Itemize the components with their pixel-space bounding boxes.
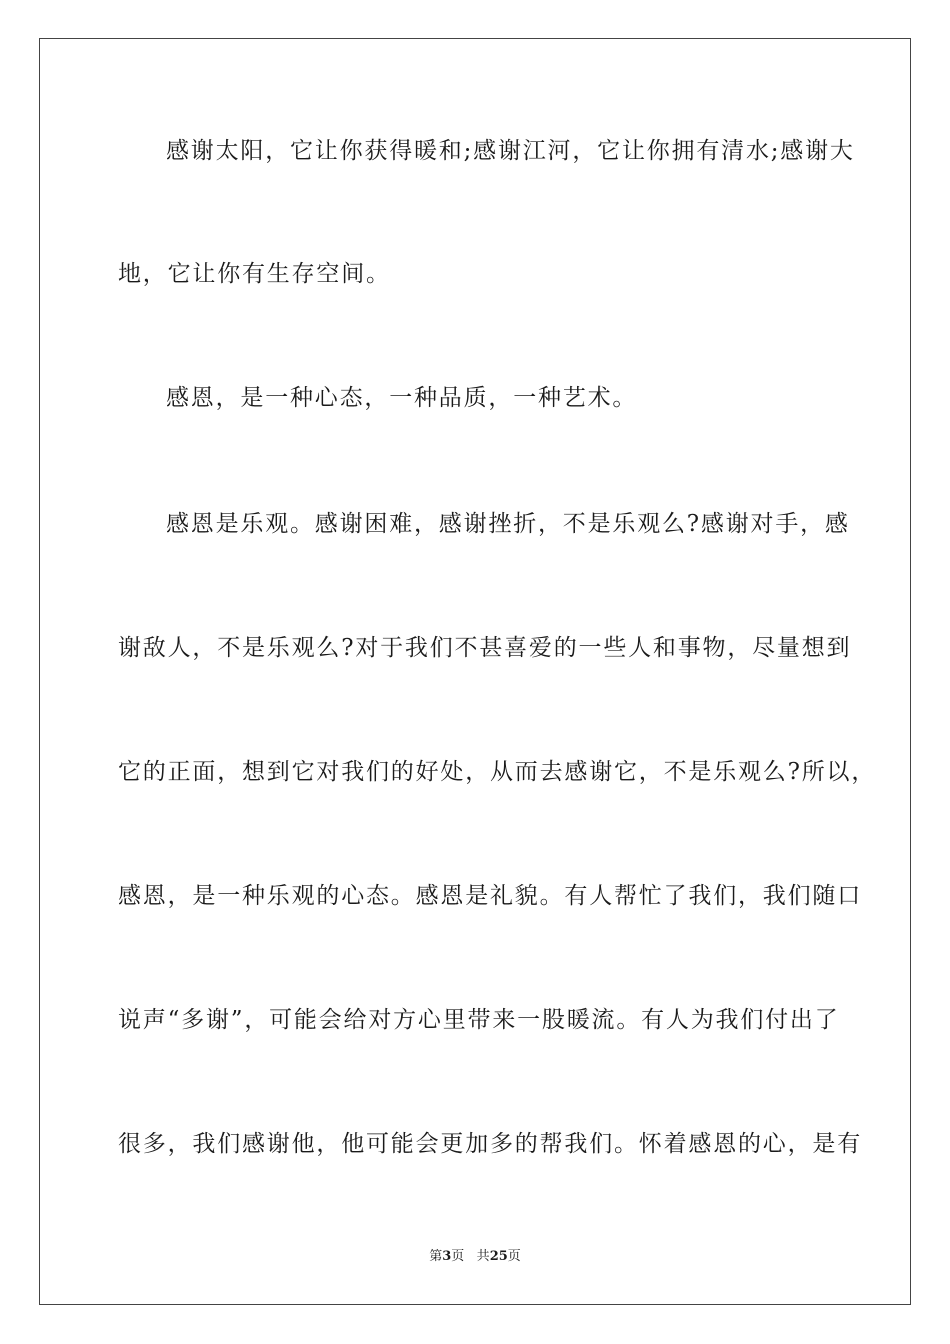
total-prefix: 共 bbox=[476, 1249, 490, 1264]
paragraph-1-line-2: 地，它让你有生存空间。 bbox=[118, 261, 391, 287]
paragraph-3-line-2: 谢敌人，不是乐观么?对于我们不甚喜爱的一些人和事物，尽量想到 bbox=[118, 635, 852, 661]
total-suffix: 页 bbox=[507, 1249, 521, 1264]
total-page-count: 25 bbox=[489, 1249, 508, 1264]
paragraph-3-line-6: 很多，我们感谢他，他可能会更加多的帮我们。怀着感恩的心，是有 bbox=[118, 1131, 862, 1157]
paragraph-3-line-3: 它的正面，想到它对我们的好处，从而去感谢它，不是乐观么?所以， bbox=[118, 759, 877, 785]
paragraph-3-line-4: 感恩，是一种乐观的心态。感恩是礼貌。有人帮忙了我们，我们随口 bbox=[118, 883, 862, 909]
paragraph-1-line-1: 感谢太阳，它让你获得暖和;感谢江河，它让你拥有清水;感谢大 bbox=[166, 138, 855, 164]
page-suffix: 页 bbox=[451, 1249, 465, 1264]
paragraph-3-line-5: 说声“多谢”，可能会给对方心里带来一股暖流。有人为我们付出了 bbox=[118, 1007, 840, 1033]
page-border bbox=[39, 38, 911, 1305]
paragraph-3-line-1: 感恩是乐观。感谢困难，感谢挫折，不是乐观么?感谢对手，感 bbox=[166, 511, 850, 537]
paragraph-2-line-1: 感恩，是一种心态，一种品质，一种艺术。 bbox=[166, 385, 638, 411]
current-page-number: 3 bbox=[442, 1249, 452, 1264]
page-number-footer bbox=[0, 1248, 950, 1266]
page-prefix: 第 bbox=[429, 1249, 443, 1264]
